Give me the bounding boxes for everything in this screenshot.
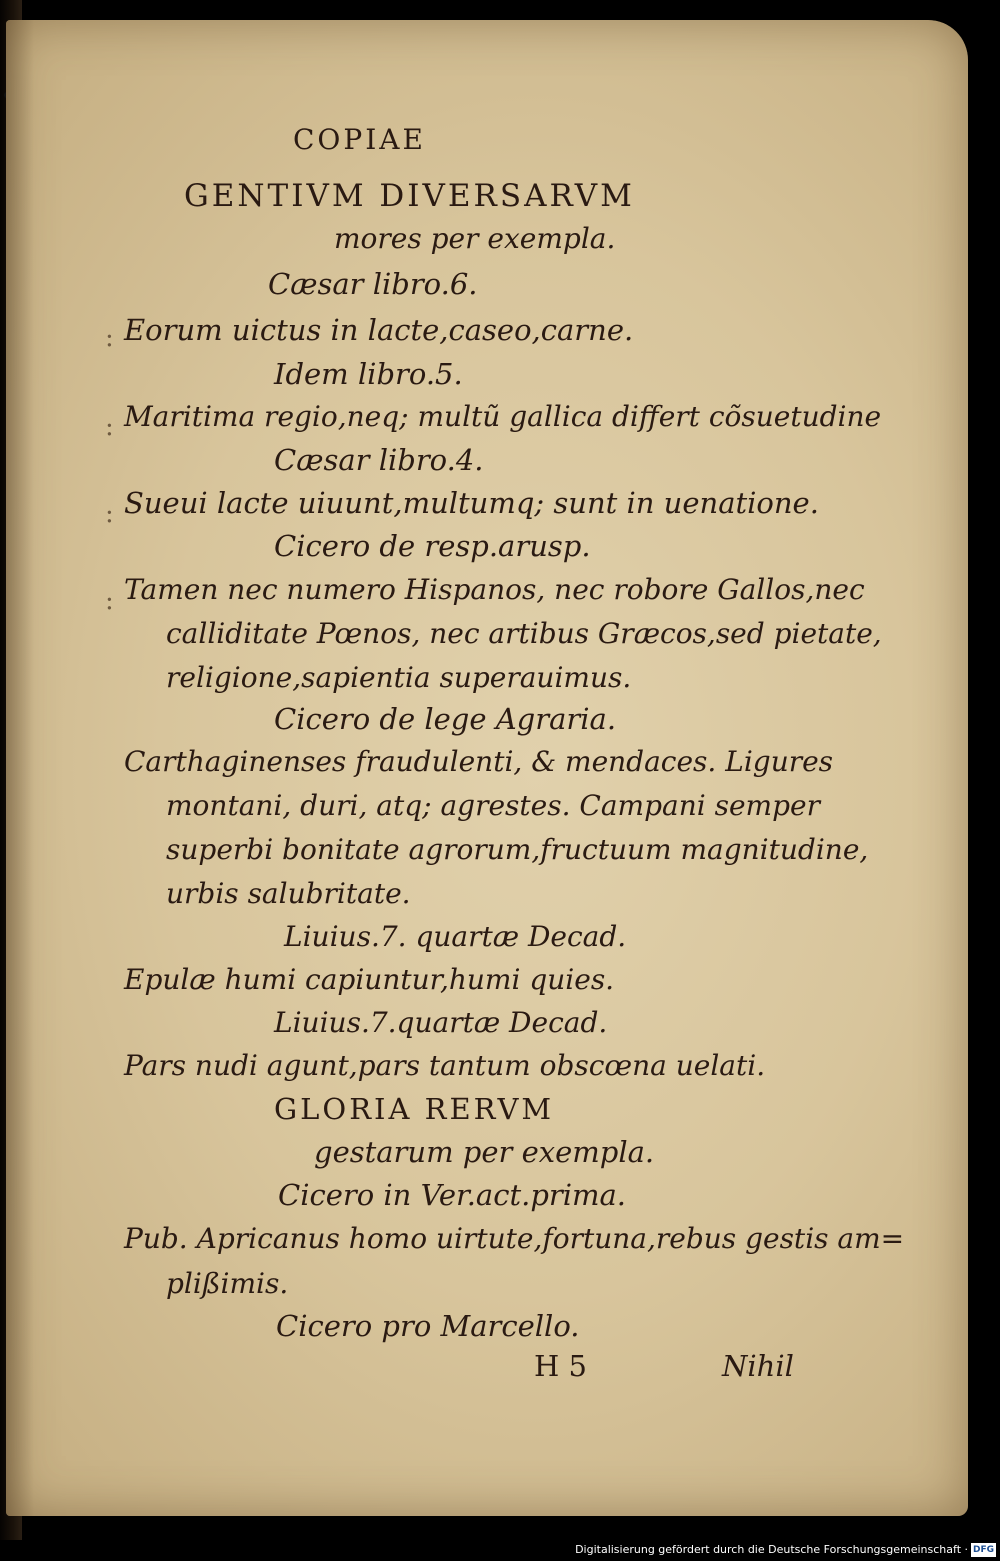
quotation-line: plißimis. [166,1267,289,1300]
margin-mark: : [105,412,114,442]
quotation-line: superbi bonitate agrorum,fructuum magnitudine, [166,833,869,866]
source-reference: Cicero de lege Agraria. [274,702,617,736]
source-reference: Cæsar libro.6. [268,267,478,301]
margin-mark: : [105,586,114,616]
section-title: GLORIA RERVM [274,1092,555,1126]
running-head: COPIAE [293,123,426,156]
quotation-line: Eorum uictus in lacte,caseo,carne. [124,313,634,347]
quotation-line: Pars nudi agunt,pars tantum obscœna uelati. [124,1049,766,1082]
quotation-line: Maritima regio,neq; multũ gallica differt cõsuetudine [124,400,882,433]
source-reference: Cicero in Ver.act.prima. [278,1178,627,1212]
source-reference: Cicero pro Marcello. [276,1309,580,1343]
quotation-line: montani, duri, atq; agrestes. Campani semper [166,789,820,822]
section-subtitle: gestarum per exempla. [314,1135,655,1169]
source-reference: Idem libro.5. [274,357,463,391]
signature-mark: H 5 [534,1349,587,1383]
quotation-line: calliditate Pœnos, nec artibus Græcos,sed pietate, [166,617,882,650]
catchword: Nihil [722,1349,794,1383]
quotation-line: religione,sapientia superauimus. [166,661,632,694]
source-reference: Cæsar libro.4. [274,443,484,477]
section-title: GENTIVM DIVERSARVM [184,178,635,214]
digitization-credit: Digitalisierung gefördert durch die Deutsche Forschungsgemeinschaft · [575,1543,968,1556]
quotation-line: Carthaginenses fraudulenti, & mendaces. Ligures [124,745,834,778]
quotation-line: urbis salubritate. [166,877,411,910]
page-edge-shadow [6,20,34,1516]
margin-mark: : [105,499,114,529]
quotation-line: Sueui lacte uiuunt,multumq; sunt in uenatione. [124,486,819,520]
source-reference: Cicero de resp.arusp. [274,529,591,563]
quotation-line: Epulæ humi capiuntur,humi quies. [124,963,615,996]
quotation-line: Pub. Apricanus homo uirtute,fortuna,rebus gestis am= [124,1222,905,1255]
book-page [6,20,968,1516]
section-subtitle: mores per exempla. [334,222,616,255]
quotation-line: Tamen nec numero Hispanos, nec robore Gallos,nec [124,573,865,606]
source-reference: Liuius.7.quartæ Decad. [274,1006,608,1039]
source-reference: Liuius.7. quartæ Decad. [284,920,627,953]
dfg-logo: DFG [972,1545,994,1555]
margin-mark: : [105,323,114,353]
